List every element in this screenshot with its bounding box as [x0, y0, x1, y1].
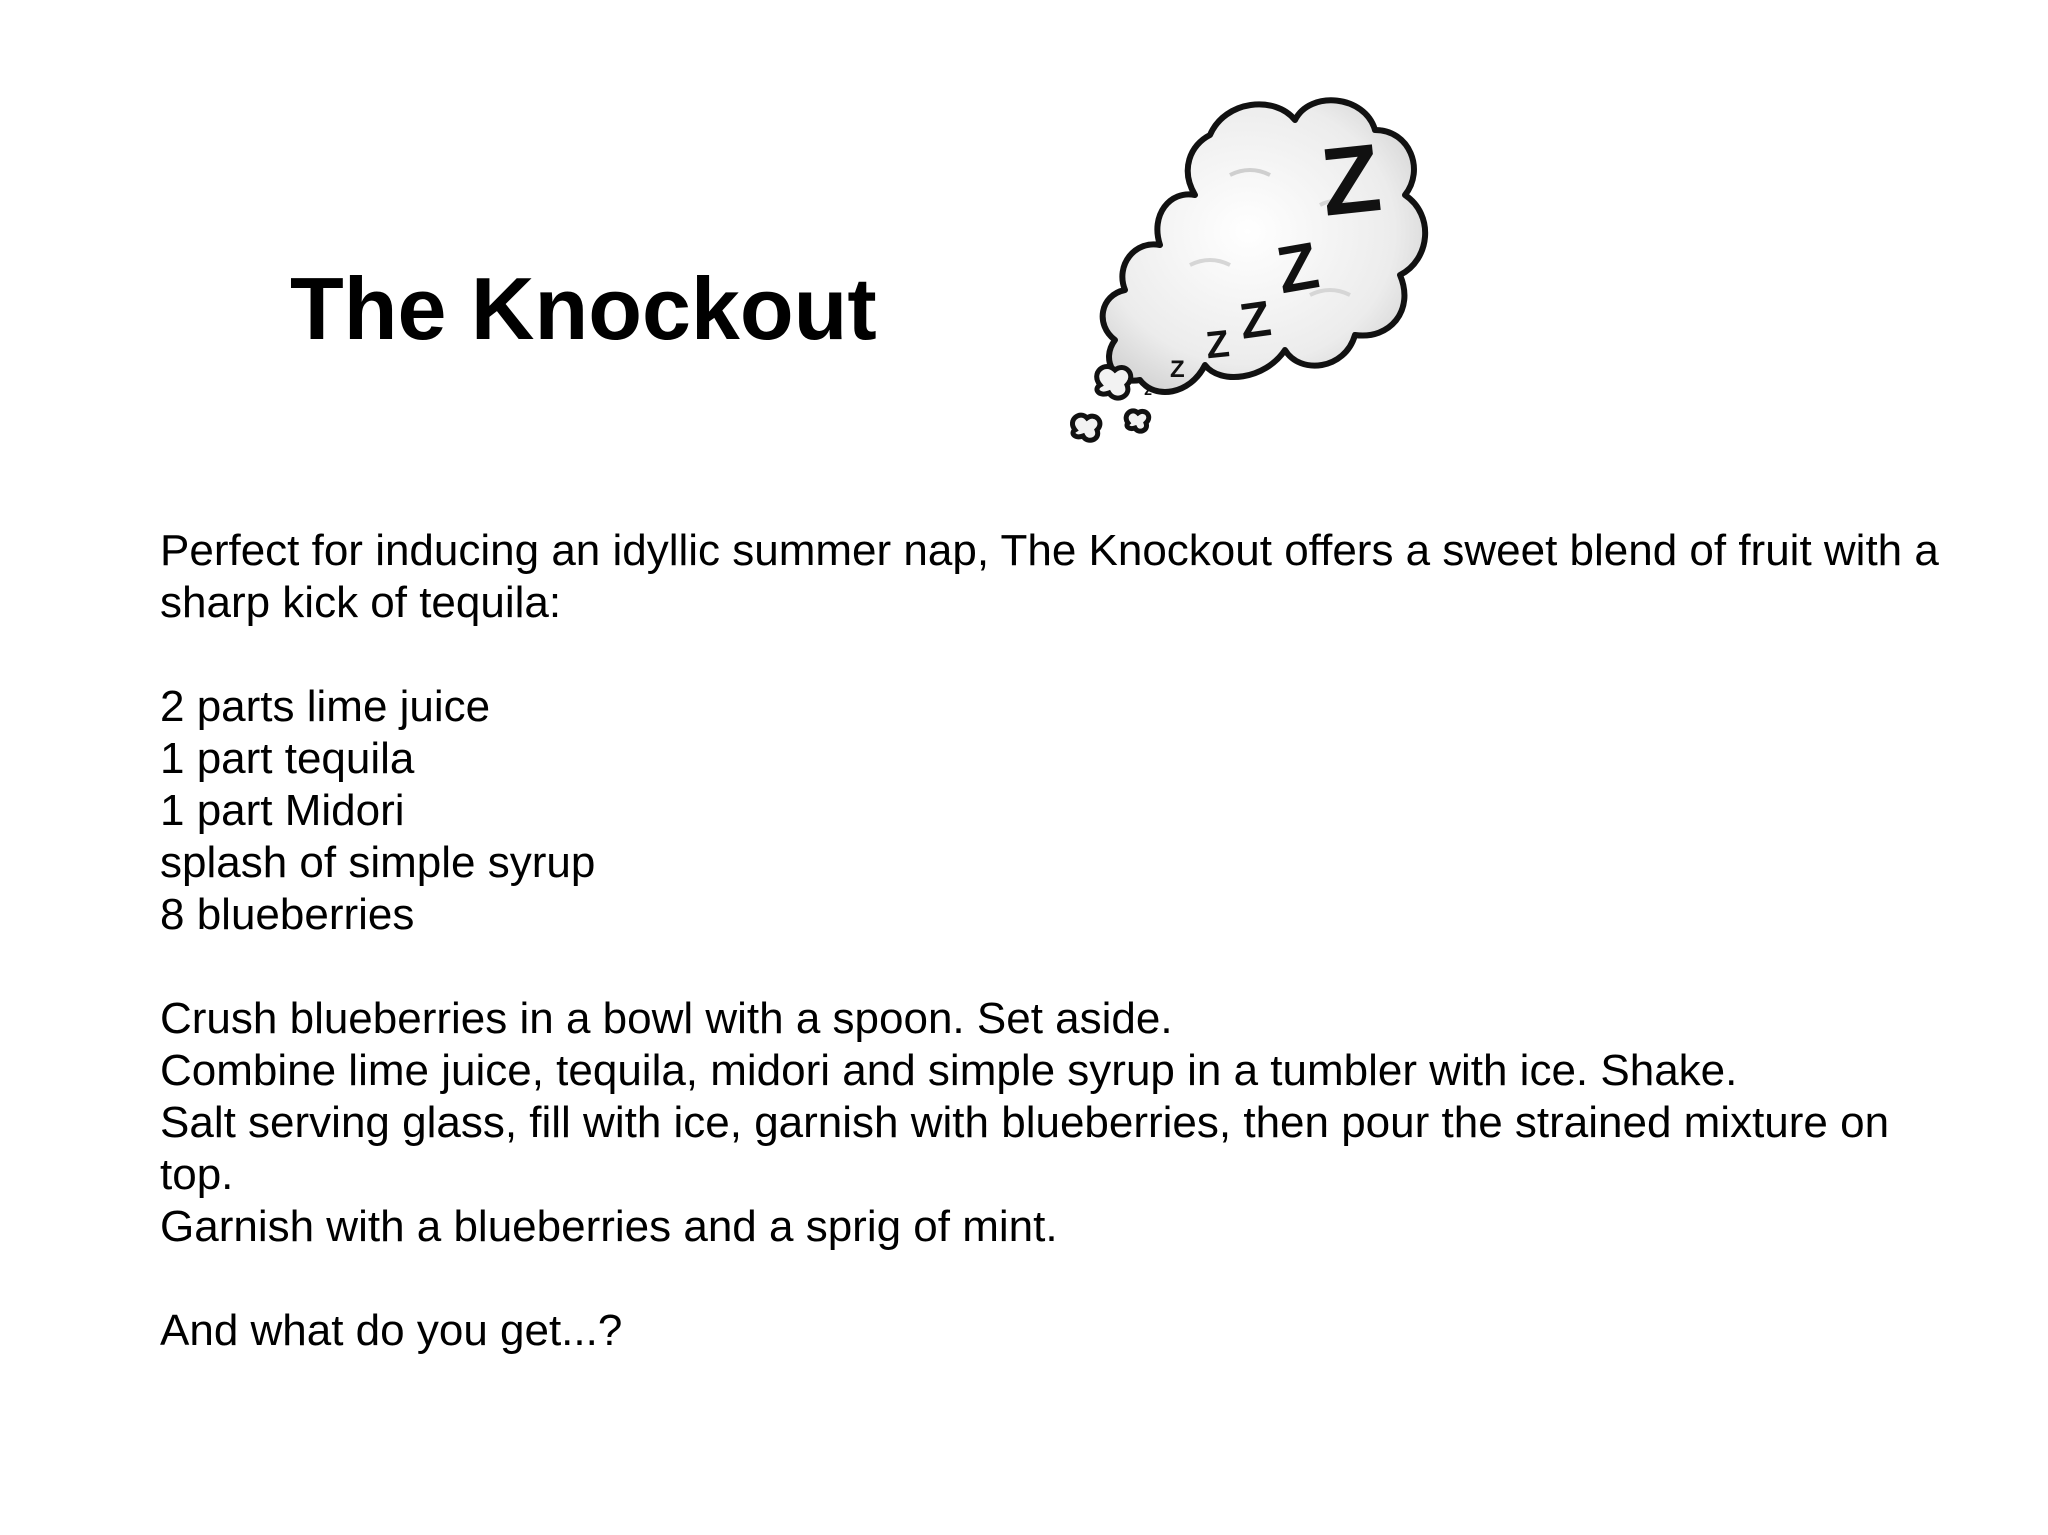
sleep-zzz-cloud-icon — [1060, 85, 1460, 465]
z-letter: Z — [1316, 124, 1386, 237]
instruction-step: Garnish with a blueberries and a sprig of mint. — [160, 1202, 1058, 1251]
ingredient-list — [160, 681, 1960, 941]
z-letter: z — [1144, 382, 1152, 399]
ingredient-item: 1 part tequila — [160, 734, 415, 783]
cloud-puff — [1126, 411, 1149, 431]
z-letter: Z — [1203, 323, 1232, 368]
cloud-shape — [1103, 100, 1425, 392]
ingredient-item: 8 blueberries — [160, 890, 415, 939]
z-letter: Z — [1236, 290, 1275, 350]
instruction-list — [160, 993, 1960, 1253]
instruction-step: Crush blueberries in a bowl with a spoon. Set aside. — [160, 994, 1173, 1043]
cloud-puff — [1072, 415, 1099, 440]
ingredient-item: splash of simple syrup — [160, 838, 596, 887]
instruction-step: Salt serving glass, fill with ice, garnish with blueberries, then pour the strained mixture on top. — [160, 1098, 1890, 1199]
recipe-body — [160, 525, 1960, 1357]
ingredient-item: 1 part Midori — [160, 786, 405, 835]
intro-paragraph: Perfect for inducing an idyllic summer nap, The Knockout offers a sweet blend of fruit with a sharp kick of tequila: — [160, 526, 1939, 627]
closing-line: And what do you get...? — [160, 1306, 623, 1355]
z-letter: Z — [1271, 227, 1324, 308]
z-letter: Z — [1170, 356, 1185, 383]
ingredient-item: 2 parts lime juice — [160, 682, 491, 731]
instruction-step: Combine lime juice, tequila, midori and simple syrup in a tumbler with ice. Shake. — [160, 1046, 1738, 1095]
page-title: The Knockout — [290, 259, 877, 358]
cloud-puff — [1097, 366, 1131, 398]
